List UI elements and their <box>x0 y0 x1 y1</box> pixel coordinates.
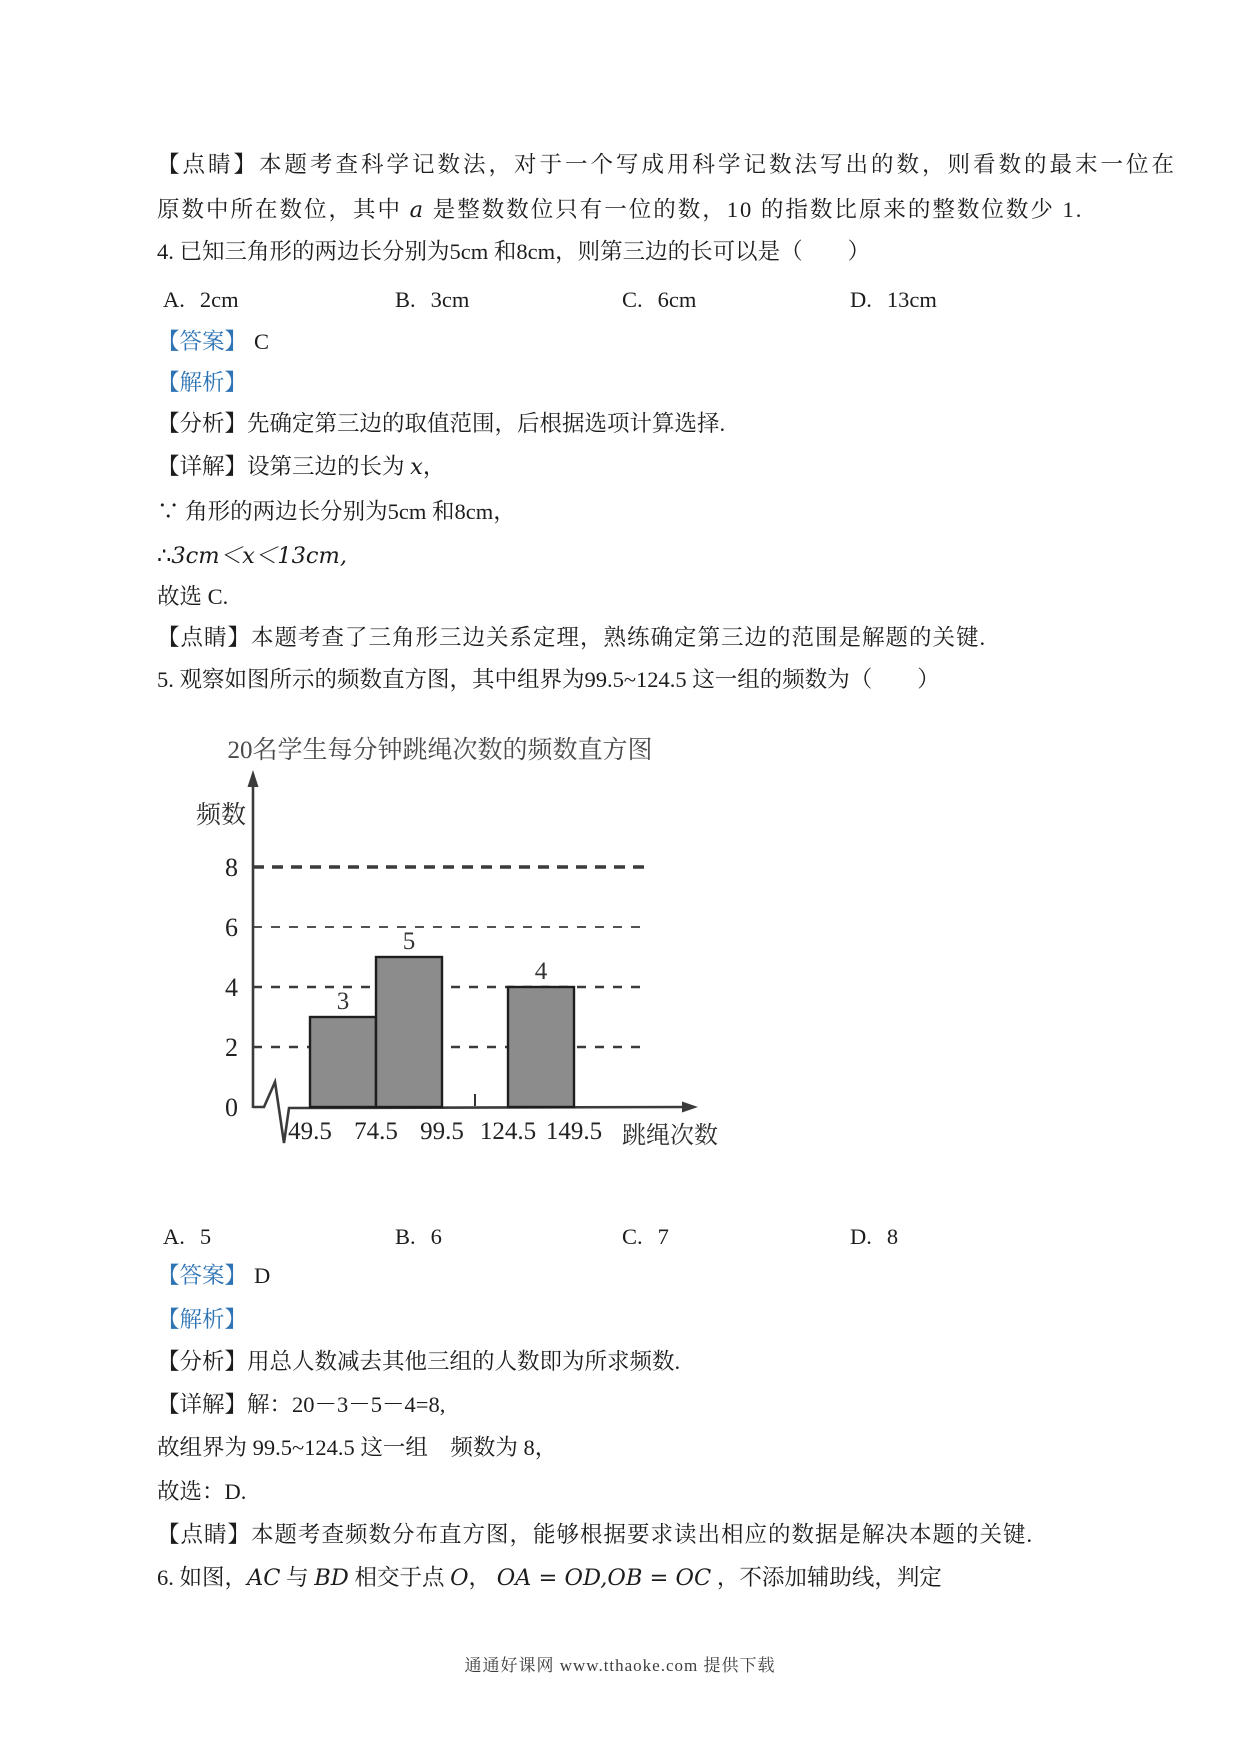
text-segment: 相交于点 <box>348 1565 451 1590</box>
answer-value: D <box>254 1263 271 1288</box>
q4-option-c[interactable] <box>622 285 696 315</box>
y-tick-label: 6 <box>225 913 238 942</box>
text-segment: 3cm＜x＜13cm, <box>171 543 347 569</box>
option-label: D. <box>850 1224 872 1249</box>
chart-title: 20名学生每分钟跳绳次数的频数直方图 <box>227 737 653 764</box>
option-label: B. <box>395 1224 416 1249</box>
text-segment: AC <box>247 1565 281 1591</box>
x-axis-arrow <box>682 1102 698 1113</box>
option-label: B. <box>395 287 416 312</box>
histogram-bar <box>508 987 574 1107</box>
q5-stem: 5. 观察如图所示的频数直方图，其中组界为99.5~124.5 这一组的频数为（ ） <box>157 667 940 692</box>
text-segment: ， <box>468 1565 497 1590</box>
text-segment: 是整数数位只有一位的数，10 的指数比原来的整数位数少 1. <box>425 197 1084 222</box>
x-tick-label: 149.5 <box>545 1118 603 1145</box>
page-footer: 通通好课网 www.tthaoke.com 提供下载 <box>464 1656 776 1675</box>
q5-option-b[interactable] <box>395 1222 442 1252</box>
option-value: 3cm <box>430 287 470 312</box>
y-tick-label: 8 <box>225 853 238 882</box>
x-tick-label: 49.5 <box>288 1118 332 1145</box>
option-value: 8 <box>886 1224 899 1249</box>
q4-because: ∵ 角形的两边长分别为5cm 和8cm， <box>157 499 516 524</box>
x-tick-label: 99.5 <box>420 1118 464 1145</box>
q4-option-b[interactable] <box>395 285 469 315</box>
answer-value: C <box>254 329 270 354</box>
text-segment: a <box>409 197 426 223</box>
text-segment: OA = OD,OB = OC <box>496 1565 712 1591</box>
option-value: 6 <box>430 1224 442 1249</box>
option-value: 13cm <box>886 287 937 312</box>
option-label: A. <box>163 1224 185 1249</box>
option-label: A. <box>163 287 185 312</box>
q5-jiexi-label: 【解析】 <box>157 1307 248 1332</box>
bar-value-label: 5 <box>402 928 416 955</box>
answer-label: 【答案】 <box>157 1263 248 1288</box>
x-tick-label: 124.5 <box>479 1118 537 1145</box>
y-tick-label: 2 <box>225 1033 238 1062</box>
text-segment: x <box>410 454 423 480</box>
q5-choose: 故选：D. <box>157 1479 247 1504</box>
y-axis-arrow <box>248 770 259 787</box>
q4-option-a[interactable] <box>163 285 239 315</box>
q4-stem: 4. 已知三角形的两边长分别为5cm 和8cm，则第三边的长可以是（ ） <box>157 239 871 264</box>
q4-note: 【点睛】本题考查了三角形三边关系定理，熟练确定第三边的范围是解题的关键. <box>157 625 987 650</box>
q5-analysis: 【分析】用总人数减去其他三组的人数即为所求频数. <box>157 1349 681 1374</box>
bar-value-label: 4 <box>534 958 548 985</box>
bar-value-label: 3 <box>336 988 350 1015</box>
q4-detail <box>157 452 445 482</box>
q5-group-conclusion: 故组界为 99.5~124.5 这一组 频数为 8， <box>157 1435 558 1460</box>
x-tick-label: 74.5 <box>354 1118 398 1145</box>
text-segment: ， <box>422 454 446 479</box>
option-label: C. <box>622 287 643 312</box>
q4-analysis: 【分析】先确定第三边的取值范围，后根据选项计算选择. <box>157 411 726 436</box>
histogram-bar <box>310 1017 376 1107</box>
q3-note-line1: 【点睛】本题考查科学记数法，对于一个写成用科学记数法写出的数，则看数的最末一位在 <box>157 152 1178 177</box>
text-segment: ∴ <box>157 543 172 568</box>
text-segment: 【详解】设第三边的长为 <box>157 454 411 479</box>
option-value: 6cm <box>657 287 697 312</box>
q3-note-line2 <box>157 195 1083 225</box>
q5-option-d[interactable] <box>850 1222 898 1252</box>
q5-option-a[interactable] <box>163 1222 211 1252</box>
answer-label: 【答案】 <box>157 329 248 354</box>
option-value: 7 <box>657 1224 669 1249</box>
q4-jiexi-label: 【解析】 <box>157 370 248 395</box>
y-axis-label: 频数 <box>195 802 246 829</box>
q5-detail: 【详解】解：20－3－5－4=8, <box>157 1392 446 1417</box>
q5-answer-row <box>157 1261 270 1291</box>
q5-note: 【点睛】本题考查频数分布直方图，能够根据要求读出相应的数据是解决本题的关键. <box>157 1522 1034 1547</box>
text-segment: BD <box>314 1565 349 1591</box>
text-segment: ，不添加辅助线，判定 <box>711 1565 942 1590</box>
q4-therefore <box>157 541 347 571</box>
y-tick-label: 4 <box>225 973 238 1002</box>
x-axis-label: 跳绳次数 <box>622 1123 718 1149</box>
q5-options-row <box>157 1222 1097 1252</box>
q6-stem <box>157 1563 942 1593</box>
q4-choose: 故选 C. <box>157 584 229 609</box>
frequency-histogram <box>160 715 740 1167</box>
y-tick-label: 0 <box>225 1093 238 1122</box>
q4-options-row <box>157 285 1097 315</box>
q4-option-d[interactable] <box>850 285 937 315</box>
q4-answer-row <box>157 327 269 357</box>
text-segment: O <box>450 1565 469 1591</box>
text-segment: 与 <box>280 1565 315 1590</box>
option-value: 2cm <box>199 287 239 312</box>
option-value: 5 <box>199 1224 212 1249</box>
text-segment: 原数中所在数位，其中 <box>157 197 410 222</box>
q5-option-c[interactable] <box>622 1222 669 1252</box>
histogram-bar <box>376 957 442 1107</box>
text-segment: 6. 如图， <box>157 1565 248 1590</box>
option-label: D. <box>850 287 872 312</box>
option-label: C. <box>622 1224 643 1249</box>
